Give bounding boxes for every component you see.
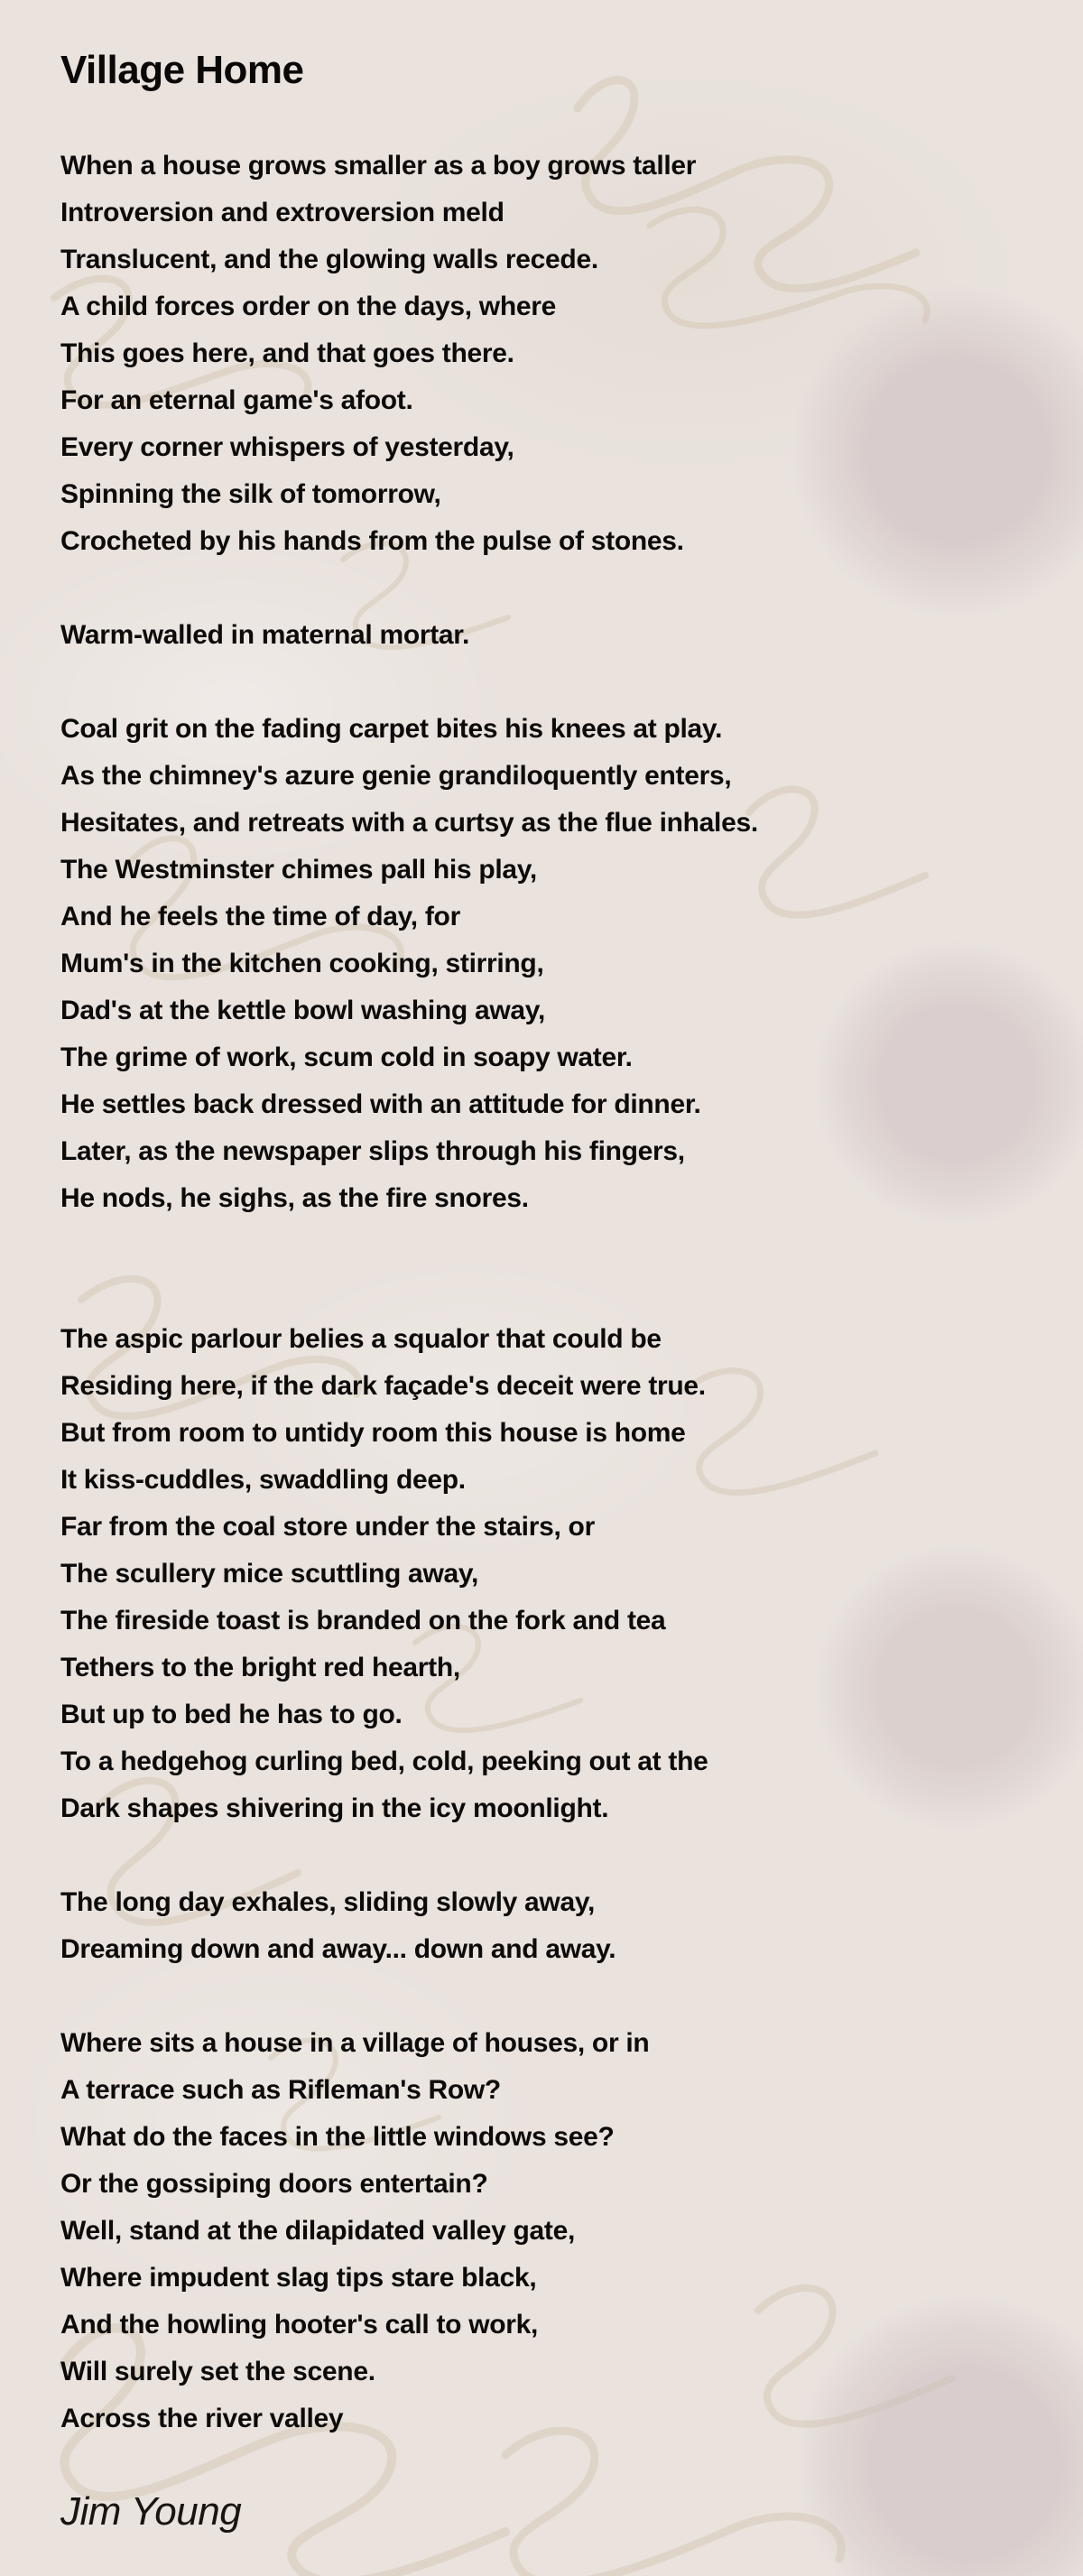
- poem-line: What do the faces in the little windows see?: [60, 2122, 615, 2152]
- poem-line: It kiss-cuddles, swaddling deep.: [60, 1465, 466, 1495]
- poem-line: A child forces order on the days, where: [60, 292, 556, 321]
- poem-line: And the howling hooter's call to work,: [60, 2310, 539, 2340]
- poem-line: Across the river valley: [60, 2404, 344, 2433]
- poem-line: The Westminster chimes pall his play,: [60, 855, 537, 885]
- poem-line: Or the gossiping doors entertain?: [60, 2169, 488, 2199]
- poem-line: Far from the coal store under the stairs, or: [60, 1512, 595, 1542]
- poem-line: Crocheted by his hands from the pulse of stones.: [60, 526, 684, 556]
- poem-line: Later, as the newspaper slips through his fingers,: [60, 1136, 685, 1166]
- poem-line: Coal grit on the fading carpet bites his knees at play.: [60, 714, 723, 744]
- poem-stanza: [60, 1316, 1035, 1832]
- poem-title: Village Home: [60, 48, 304, 92]
- poem-line: Mum's in the kitchen cooking, stirring,: [60, 949, 544, 978]
- poem-line: Tethers to the bright red hearth,: [60, 1653, 460, 1682]
- poem-line: To a hedgehog curling bed, cold, peeking out at the: [60, 1747, 708, 1776]
- poem-line: He nods, he sighs, as the fire snores.: [60, 1183, 529, 1213]
- poem-line: Dreaming down and away... down and away.: [60, 1934, 616, 1964]
- poem-line: Spinning the silk of tomorrow,: [60, 479, 441, 509]
- poem-line: But up to bed he has to go.: [60, 1700, 403, 1729]
- poem-line: But from room to untidy room this house is home: [60, 1418, 686, 1448]
- poem-line: Hesitates, and retreats with a curtsy as the flue inhales.: [60, 808, 758, 838]
- poem-line: This goes here, and that goes there.: [60, 338, 514, 368]
- poem-line: Introversion and extroversion meld: [60, 198, 504, 227]
- poem-line: The fireside toast is branded on the fork and tea: [60, 1606, 666, 1635]
- poem-line: The grime of work, scum cold in soapy water.: [60, 1042, 633, 1072]
- poem-line: For an eternal game's afoot.: [60, 385, 413, 415]
- poem-line: Residing here, if the dark façade's deceit were true.: [60, 1371, 706, 1401]
- poem-line: Dark shapes shivering in the icy moonlight.: [60, 1793, 609, 1823]
- poem-line: He settles back dressed with an attitude for dinner.: [60, 1089, 701, 1119]
- poem-author-signature: Jim Young: [60, 2489, 242, 2534]
- poem-line: Every corner whispers of yesterday,: [60, 432, 514, 462]
- poem-line: And he feels the time of day, for: [60, 902, 460, 931]
- poem-line: Dad's at the kettle bowl washing away,: [60, 996, 545, 1025]
- poem-body: [60, 143, 1035, 2442]
- poem-stanza: [60, 143, 1035, 565]
- poem-content: [60, 48, 1035, 2534]
- poem-line: Translucent, and the glowing walls recede.: [60, 245, 598, 274]
- poem-line: Where impudent slag tips stare black,: [60, 2263, 537, 2293]
- poem-line: The long day exhales, sliding slowly away,: [60, 1887, 596, 1917]
- poem-line: As the chimney's azure genie grandiloquently enters,: [60, 761, 732, 791]
- poem-stanza: [60, 2020, 1035, 2442]
- poem-stanza: [60, 1879, 1035, 1973]
- poem-stanza: [60, 612, 1035, 659]
- poem-line: The aspic parlour belies a squalor that could be: [60, 1324, 662, 1354]
- poem-line: Well, stand at the dilapidated valley gate,: [60, 2216, 576, 2246]
- poem-line: Warm-walled in maternal mortar.: [60, 620, 470, 650]
- poem-line: When a house grows smaller as a boy grows taller: [60, 151, 697, 181]
- poem-line: The scullery mice scuttling away,: [60, 1559, 479, 1589]
- poem-line: A terrace such as Rifleman's Row?: [60, 2075, 501, 2105]
- poem-line: Where sits a house in a village of houses, or in: [60, 2028, 650, 2058]
- poem-stanza: [60, 706, 1035, 1222]
- poem-line: Will surely set the scene.: [60, 2357, 375, 2386]
